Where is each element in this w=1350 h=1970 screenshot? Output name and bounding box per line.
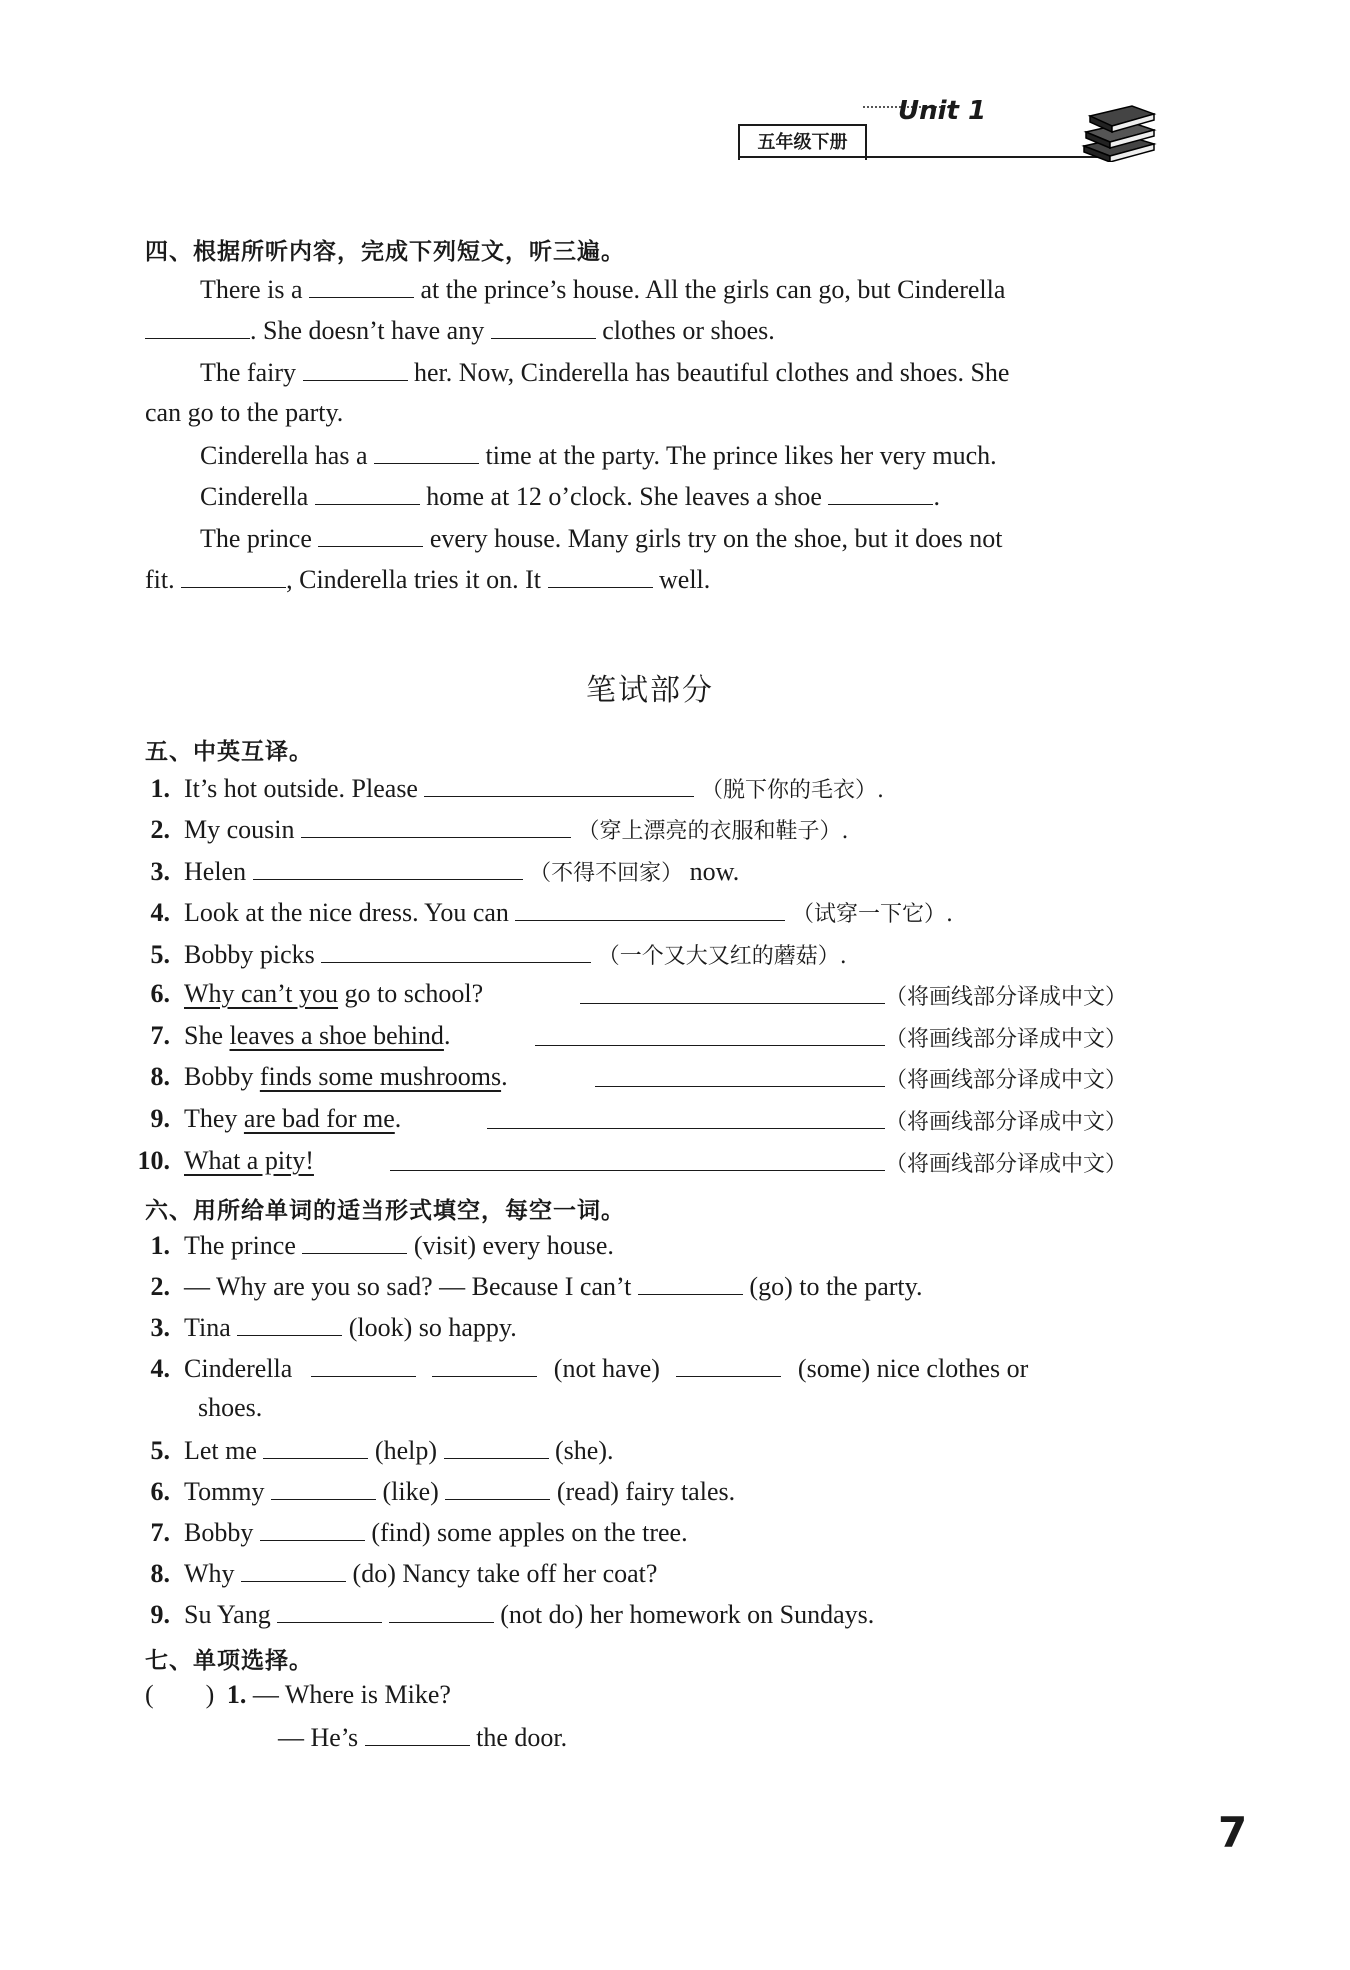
item-number: 5. [150, 1436, 170, 1465]
page-number: 7 [1218, 1808, 1248, 1857]
item-text: (like) [382, 1477, 439, 1506]
s6-item-6 [130, 1475, 735, 1507]
item-number: 5. [150, 940, 170, 969]
s4-text: every house. Many girls try on the shoe, but it does not [429, 524, 1003, 553]
answer-blank[interactable] [145, 314, 250, 339]
s4-line6 [200, 480, 940, 512]
s4-text: Cinderella has a [200, 441, 368, 470]
item-text: Bobby picks [184, 940, 315, 969]
item-text: Tina [184, 1313, 231, 1342]
item-text: (help) [374, 1436, 438, 1465]
s5-answer-6 [580, 979, 1127, 1011]
answer-blank[interactable] [365, 1721, 470, 1746]
answer-blank[interactable] [595, 1062, 885, 1087]
item-text: . [394, 1104, 402, 1133]
item-text: They [184, 1104, 244, 1133]
answer-blank[interactable] [515, 896, 785, 921]
item-hint: （将画线部分译成中文） [885, 1068, 1128, 1093]
answer-blank[interactable] [548, 563, 653, 588]
s4-text: , Cinderella tries it on. It [286, 565, 541, 594]
s4-text: . She doesn’t have any [250, 316, 485, 345]
answer-blank[interactable] [424, 772, 694, 797]
item-hint: （脱下你的毛衣）. [700, 778, 884, 803]
item-hint: （将画线部分译成中文） [885, 1027, 1128, 1052]
s4-line4: can go to the party. [145, 398, 344, 427]
s5-item-7 [130, 1021, 450, 1051]
item-hint: （将画线部分译成中文） [885, 985, 1128, 1010]
s6-item-1 [130, 1229, 614, 1261]
item-text: Look at the nice dress. You can [184, 898, 509, 927]
item-number: 8. [150, 1062, 170, 1091]
item-number: 3. [150, 1313, 170, 1342]
answer-blank[interactable] [444, 1434, 549, 1459]
s6-item-9 [130, 1598, 874, 1630]
item-text: (do) Nancy take off her coat? [352, 1559, 658, 1588]
item-text: Tommy [184, 1477, 265, 1506]
answer-blank[interactable] [181, 563, 286, 588]
answer-blank[interactable] [445, 1475, 550, 1500]
answer-blank[interactable] [241, 1557, 346, 1582]
answer-blank[interactable] [315, 480, 420, 505]
s5-answer-10 [390, 1146, 1127, 1178]
answer-blank[interactable] [277, 1598, 382, 1623]
item-number: 4. [150, 898, 170, 927]
item-text: Su Yang [184, 1600, 271, 1629]
item-hint: （不得不回家） [529, 861, 684, 886]
s4-text: fit. [145, 565, 175, 594]
item-text: — He’s [278, 1723, 359, 1752]
underlined-phrase: Why can’t you [184, 979, 339, 1008]
s4-text: home at 12 o’clock. She leaves a shoe [426, 482, 822, 511]
answer-blank[interactable] [491, 314, 596, 339]
section4-heading: 四、根据所听内容，完成下列短文，听三遍。 [145, 239, 625, 265]
item-text: It’s hot outside. Please [184, 774, 418, 803]
answer-blank[interactable] [301, 813, 571, 838]
item-text: the door. [476, 1723, 568, 1752]
answer-blank[interactable] [374, 439, 479, 464]
s7-item-1 [145, 1680, 451, 1710]
s6-item-7 [130, 1516, 688, 1548]
s4-text: There is a [200, 275, 303, 304]
s5-item-10 [130, 1146, 314, 1176]
item-number: 7. [150, 1021, 170, 1050]
s7-item-1-answer [278, 1721, 567, 1753]
s6-item-3 [130, 1311, 517, 1343]
item-number: 6. [150, 979, 170, 1008]
item-text: Why [184, 1559, 235, 1588]
s5-item-1 [130, 772, 884, 804]
item-text: (look) so happy. [348, 1313, 517, 1342]
s6-item-8 [130, 1557, 657, 1589]
s5-item-2 [130, 813, 849, 845]
underlined-phrase: What a pity! [184, 1146, 314, 1175]
item-text: Bobby [184, 1062, 260, 1091]
section7-heading: 七、单项选择。 [145, 1648, 313, 1674]
s4-text: clothes or shoes. [602, 316, 775, 345]
s4-text: her. Now, Cinderella has beautiful clothes and shoes. She [414, 358, 1010, 387]
s5-answer-9 [487, 1104, 1127, 1136]
answer-blank[interactable] [260, 1516, 365, 1541]
item-text: Bobby [184, 1518, 254, 1547]
item-number: 9. [150, 1600, 170, 1629]
item-text: Let me [184, 1436, 257, 1465]
item-number: 6. [150, 1477, 170, 1506]
s4-text: The fairy [200, 358, 297, 387]
item-text: . [443, 1021, 451, 1050]
answer-blank[interactable] [580, 979, 885, 1004]
answer-paren[interactable]: ( ) [145, 1680, 215, 1709]
s6-item-4 [130, 1352, 1028, 1384]
s6-item-4-cont: shoes. [198, 1393, 263, 1422]
s4-line1 [200, 273, 1005, 305]
section5-heading: 五、中英互译。 [145, 739, 313, 765]
item-number: 1. [150, 774, 170, 803]
s6-item-5 [130, 1434, 614, 1466]
item-number: 10. [137, 1146, 170, 1175]
item-text: (some) nice clothes or [797, 1354, 1029, 1383]
item-number: 9. [150, 1104, 170, 1133]
s5-item-5 [130, 938, 847, 970]
page-header [738, 96, 1158, 166]
item-text: (visit) every house. [413, 1231, 614, 1260]
underlined-phrase: are bad for me [243, 1104, 395, 1133]
item-text: (find) some apples on the tree. [371, 1518, 688, 1547]
answer-blank[interactable] [321, 938, 591, 963]
answer-blank[interactable] [638, 1270, 743, 1295]
answer-blank[interactable] [303, 356, 408, 381]
answer-blank[interactable] [302, 1229, 407, 1254]
item-text: She [184, 1021, 230, 1050]
s5-item-4 [130, 896, 953, 928]
item-text: — Where is Mike? [252, 1680, 451, 1709]
s5-item-3 [130, 855, 739, 887]
item-number: 2. [150, 815, 170, 844]
s5-answer-7 [535, 1021, 1127, 1053]
s4-text: . [933, 482, 940, 511]
underlined-phrase: finds some mushrooms [259, 1062, 502, 1091]
s4-text: The prince [200, 524, 312, 553]
s4-line5 [200, 439, 997, 471]
answer-blank[interactable] [271, 1475, 376, 1500]
item-number: 3. [150, 857, 170, 886]
answer-blank[interactable] [253, 855, 523, 880]
answer-blank[interactable] [389, 1598, 494, 1623]
answer-blank[interactable] [487, 1104, 885, 1129]
item-text: now. [689, 857, 740, 886]
item-number: 4. [150, 1354, 170, 1383]
unit-label: Unit 1 [898, 96, 987, 126]
s4-text: well. [659, 565, 711, 594]
item-hint: （一个又大又红的蘑菇）. [597, 944, 847, 969]
s5-item-6 [130, 979, 483, 1009]
item-text: Helen [184, 857, 247, 886]
item-hint: （将画线部分译成中文） [885, 1152, 1128, 1177]
item-text: (not have) [553, 1354, 660, 1383]
item-text: (read) fairy tales. [556, 1477, 736, 1506]
item-hint: （将画线部分译成中文） [885, 1110, 1128, 1135]
s4-line3 [200, 356, 1009, 388]
answer-blank[interactable] [432, 1352, 537, 1377]
item-text: (not do) her homework on Sundays. [500, 1600, 875, 1629]
answer-blank[interactable] [311, 1352, 416, 1377]
s4-text: Cinderella [200, 482, 309, 511]
s5-item-8 [130, 1062, 508, 1092]
item-text: (go) to the party. [749, 1272, 923, 1301]
item-number: 1. [150, 1231, 170, 1260]
item-text: . [501, 1062, 508, 1091]
s4-line8 [145, 563, 710, 595]
item-text: The prince [184, 1231, 296, 1260]
s4-line7 [200, 522, 1003, 554]
item-text: Cinderella [184, 1354, 293, 1383]
answer-blank[interactable] [676, 1352, 781, 1377]
s6-item-2 [130, 1270, 922, 1302]
item-hint: （穿上漂亮的衣服和鞋子）. [577, 819, 849, 844]
item-text: — Why are you so sad? — Because I can’t [184, 1272, 632, 1301]
section6-heading: 六、用所给单词的适当形式填空，每空一词。 [145, 1198, 625, 1224]
answer-blank[interactable] [237, 1311, 342, 1336]
answer-blank[interactable] [318, 522, 423, 547]
item-number: 2. [150, 1272, 170, 1301]
s5-answer-8 [595, 1062, 1127, 1094]
s4-text: at the prince’s house. All the girls can go, but Cinderella [420, 275, 1006, 304]
answer-blank[interactable] [309, 273, 414, 298]
answer-blank[interactable] [263, 1434, 368, 1459]
answer-blank[interactable] [390, 1146, 885, 1171]
item-number: 1. [226, 1680, 247, 1709]
s4-line2 [145, 314, 775, 346]
s5-item-9 [130, 1104, 401, 1134]
item-text: (she). [555, 1436, 614, 1465]
s4-text: time at the party. The prince likes her very much. [485, 441, 997, 470]
answer-blank[interactable] [535, 1021, 885, 1046]
item-number: 7. [150, 1518, 170, 1547]
books-icon [1078, 96, 1158, 162]
item-hint: （试穿一下它）. [791, 902, 953, 927]
answer-blank[interactable] [828, 480, 933, 505]
item-number: 8. [150, 1559, 170, 1588]
written-part-title: 笔试部分 [586, 673, 714, 708]
underlined-phrase: leaves a shoe behind [229, 1021, 444, 1050]
item-text: go to school? [338, 979, 484, 1008]
grade-label: 五年级下册 [738, 124, 867, 160]
header-rule [738, 156, 1098, 158]
item-text: My cousin [184, 815, 295, 844]
